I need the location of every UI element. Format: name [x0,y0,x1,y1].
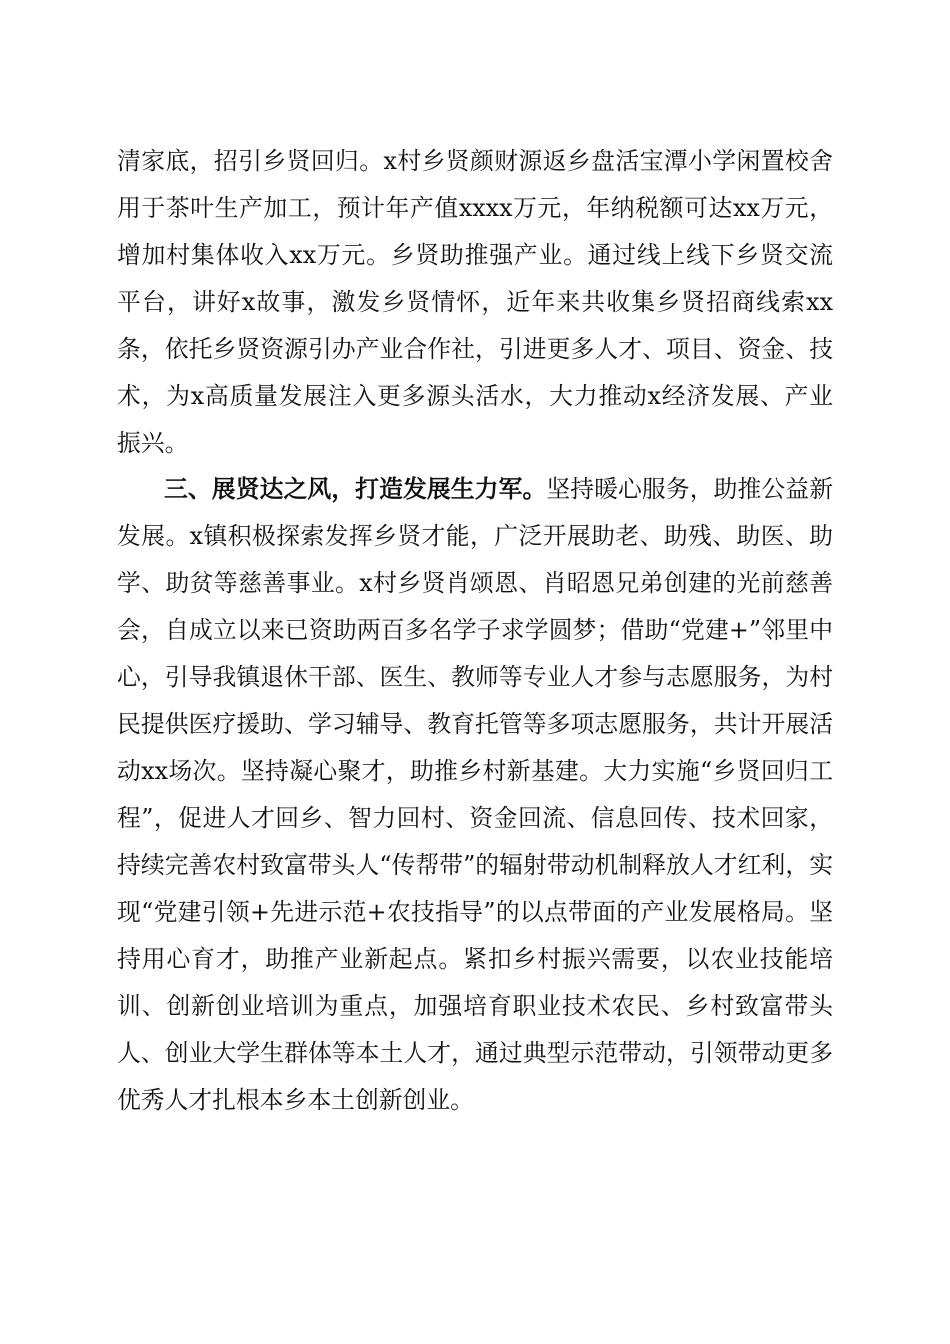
paragraph-1: 清家底，招引乡贤回归。x村乡贤颜财源返乡盘活宝潭小学闲置校舍用于茶叶生产加工，预计年产值xxxx万元，年纳税额可达xx万元，增加村集体收入xx万元。乡贤助推强产业。通过线上线下乡贤交流平台，讲好x故事，激发乡贤情怀，近年来共收集乡贤招商线索xx条，依托乡贤资源引办产业合作社，引进更多人才、项目、资金、技术，为x高质量发展注入更多源头活水，大力推动x经济发展、产业振兴。 [117,147,833,457]
paragraph-2 [117,466,833,1124]
section-body: 坚持暖心服务，助推公益新发展。x镇积极探索发挥乡贤才能，广泛开展助老、助残、助医、助学、助贫等慈善事业。x村乡贤肖颂恩、肖昭恩兄弟创建的光前慈善会，自成立以来已资助两百多名学子求学圆梦；借助“党建+”邻里中心，引导我镇退休干部、医生、教师等专业人才参与志愿服务，为村民提供医疗援助、学习辅导、教育托管等多项志愿服务，共计开展活动xx场次。坚持凝心聚才，助推乡村新基建。大力实施“乡贤回归工程”，促进人才回乡、智力回村、资金回流、信息回传、技术回家，持续完善农村致富带头人“传帮带”的辐射带动机制释放人才红利，实现“党建引领+先进示范+农技指导”的以点带面的产业发展格局。坚持用心育才，助推产业新起点。紧扣乡村振兴需要，以农业技能培训、创新创业培训为重点，加强培育职业技术农民、乡村致富带头人、创业大学生群体等本土人才，通过典型示范带动，引领带动更多优秀人才扎根本乡本土创新创业。 [117,475,834,1114]
section-heading: 三、展贤达之风，打造发展生力军。 [164,475,547,503]
